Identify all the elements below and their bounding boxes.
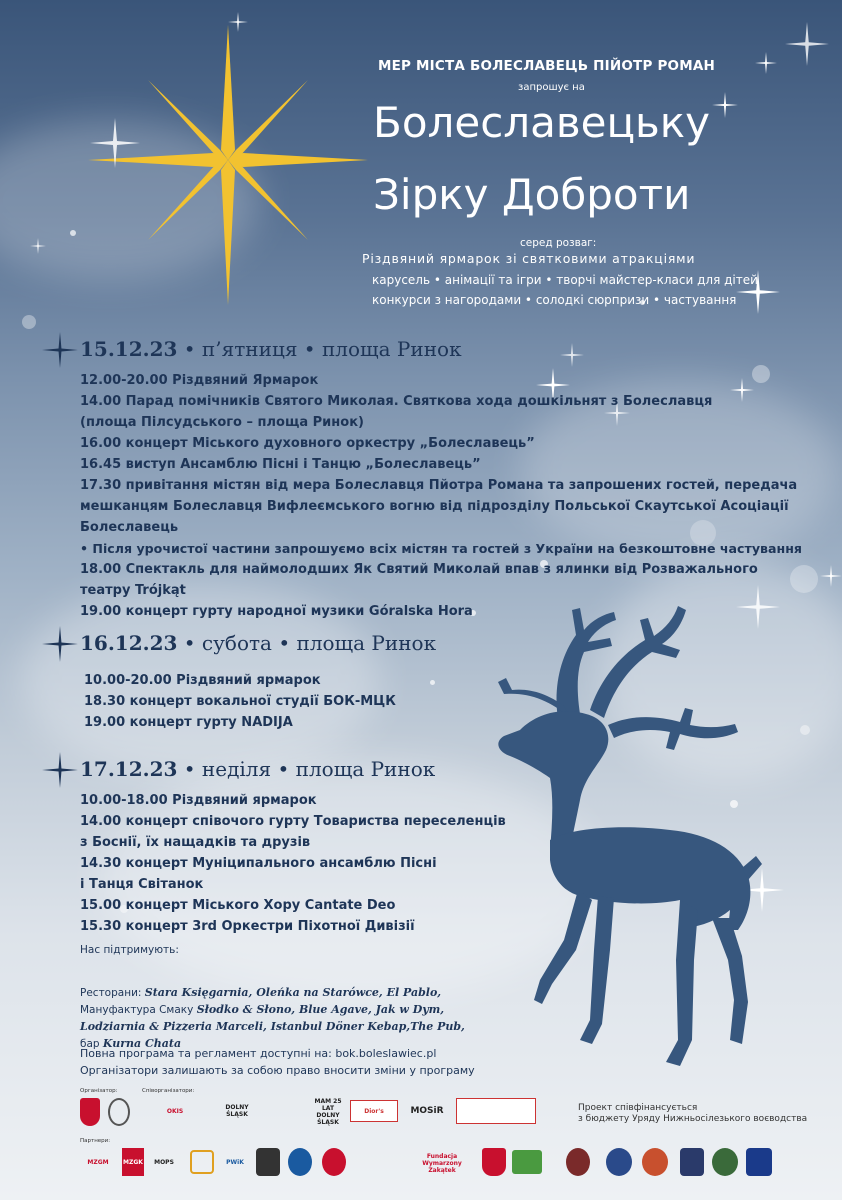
day-date: 16.12.23 — [80, 631, 178, 655]
full-program-info: Повна програма та регламент доступні на: bok.boleslawiec.pl — [80, 1047, 437, 1060]
police-badge-logo — [256, 1148, 280, 1176]
event-line: мешканцям Болеславця Вифлеємського вогню від підрозділу Польської Скаутської Асоціації — [80, 499, 789, 514]
restaurant-names: Słodko & Słono, Blue Agave, Jak w Dym, — [196, 1003, 445, 1016]
sparkle-icon — [755, 52, 777, 74]
day-date: 17.12.23 — [80, 757, 178, 781]
manufactory-label: Мануфактура Смаку — [80, 1004, 197, 1016]
attractions-line3: конкурси з нагородами • солодкі сюрпризи • частування — [372, 293, 737, 307]
day-heading — [80, 757, 435, 781]
day-place: • п’ятниця • площа Ринок — [177, 337, 462, 361]
event-title-line2: Зірку Доброти — [373, 170, 691, 219]
landscape-logo — [512, 1150, 542, 1174]
event-line: 18.30 концерт вокальної студії БОК-МЦК — [84, 694, 396, 709]
event-line: (площа Пілсудського – площа Ринок) — [80, 415, 364, 430]
house-logo — [190, 1150, 214, 1174]
sparkle-icon — [228, 12, 248, 32]
fundacja-logo: Fundacja Wymarzony Zakątek — [422, 1152, 462, 1174]
event-line: 10.00-18.00 Різдвяний ярмарок — [80, 793, 317, 808]
mayor-heading: МЕР МІСТА БОЛЕСЛАВЕЦЬ ПІЙОТР РОМАН — [378, 58, 716, 74]
mosir-logo: MOSiR — [410, 1105, 444, 1116]
cofinancer-label: Співорганізатори: — [142, 1088, 195, 1094]
sparkle-icon — [712, 92, 738, 118]
coat-of-arms-logo — [80, 1098, 100, 1126]
event-line: Болеславець — [80, 520, 179, 535]
mzgm-logo: MZGM — [87, 1158, 109, 1166]
restaurant-names: Stara Księgarnia, Oleńka na Starówce, El Pablo, — [144, 986, 442, 999]
restaurants-line — [80, 1020, 465, 1033]
event-line: 15.30 концерт 3rd Оркестри Піхотної Дивізії — [80, 919, 415, 934]
mam-25-lat-logo: MAM 25 LAT DOLNY ŚLĄSK — [314, 1098, 342, 1126]
organizer-label: Організатор: — [80, 1088, 118, 1094]
organizer-emblem-logo — [108, 1098, 130, 1126]
event-line: 18.00 Спектакль для наймолодших Як Святий Миколай впав з ялинки від Розважального — [80, 562, 758, 577]
event-line: 19.00 концерт гурту народної музики Góralska Hora — [80, 604, 473, 619]
sparkle-icon — [90, 118, 140, 168]
event-title-line1: Болеславецьку — [373, 98, 711, 147]
changes-reserved-note: Організатори залишають за собою право вносити зміни у програму — [80, 1064, 475, 1077]
emblem-logo — [322, 1148, 346, 1176]
day-heading — [80, 631, 436, 655]
supporters-heading: Нас підтримують: — [80, 944, 179, 956]
day-date: 15.12.23 — [80, 337, 178, 361]
event-line: 16.00 концерт Міського духовного оркестру „Болеславець” — [80, 436, 535, 451]
event-line: 12.00-20.00 Різдвяний Ярмарок — [80, 373, 319, 388]
restaurants-label: Ресторани: — [80, 987, 145, 999]
sparkle-icon — [785, 22, 829, 66]
event-line: 16.45 виступ Ансамблю Пісні і Танцю „Болеславець” — [80, 457, 481, 472]
hospital-logo — [362, 1148, 402, 1176]
pwik-logo: PWiK — [226, 1158, 244, 1166]
among-text: серед розваг: — [520, 237, 597, 249]
fire-brigade-logo — [288, 1148, 312, 1176]
day-bullet-star-icon — [42, 626, 78, 662]
partner-project-logo — [456, 1098, 536, 1124]
event-line: театру Trójkąt — [80, 583, 186, 598]
mzgk-logo: MZGK — [122, 1148, 144, 1176]
military-badge-logo — [680, 1148, 704, 1176]
invites-text: запрошує на — [518, 82, 585, 93]
day-bullet-star-icon — [42, 332, 78, 368]
day-place: • неділя • площа Ринок — [177, 757, 436, 781]
attractions-line2: карусель • анімації та ігри • творчі майстер-класи для дітей — [372, 273, 758, 287]
military-badge-logo — [642, 1148, 668, 1176]
event-line: 14.00 Парад помічників Святого Миколая. Святкова хода дошкільнят з Болеславця — [80, 394, 713, 409]
sparkle-icon — [730, 378, 754, 402]
event-line: • Після урочистої частини запрошуємо всіх містян та гостей з України на безкоштовне частування — [80, 541, 802, 556]
mops-logo: MOPS — [154, 1158, 174, 1166]
day-bullet-star-icon — [42, 752, 78, 788]
diors-logo: Dior's — [350, 1100, 398, 1122]
cofinanced-note: Проект співфінансується з бюджету Уряду Нижньосілезького воєводства — [578, 1103, 808, 1124]
sparkle-icon — [820, 565, 842, 587]
military-badge-logo — [606, 1148, 632, 1176]
reindeer-silhouette — [480, 600, 780, 1080]
event-line: і Танця Світанок — [80, 877, 204, 892]
bar-name: Kurna Chata — [102, 1037, 182, 1050]
bar-label: бар — [80, 1038, 103, 1050]
event-line: 14.00 концерт співочого гурту Товариства переселенців — [80, 814, 506, 829]
sparkle-icon — [30, 238, 46, 254]
event-line: 10.00-20.00 Різдвяний ярмарок — [84, 673, 321, 688]
military-badge-logo — [566, 1148, 590, 1176]
restaurant-names: Lodziarnia & Pizzeria Marceli, Istanbul Döner Kebap,The Pub, — [80, 1020, 465, 1033]
sparkle-icon — [560, 343, 584, 367]
restaurants-line — [80, 986, 441, 999]
okis-logo: OKIS — [166, 1107, 184, 1115]
event-line: з Боснії, їх нащадків та друзів — [80, 835, 311, 850]
coat-of-arms-2-logo — [482, 1148, 506, 1176]
event-line: 14.30 концерт Муніципального ансамблю Пісні — [80, 856, 437, 871]
attractions-line1: Різдвяний ярмарок зі святковими атракціями — [362, 251, 696, 266]
partners-label: Партнери: — [80, 1138, 111, 1144]
restaurants-line — [80, 1003, 444, 1016]
military-badge-logo — [746, 1148, 772, 1176]
event-line: 19.00 концерт гурту NADIJA — [84, 715, 293, 730]
event-line: 17.30 привітання містян від мера Болеславця Пйотра Романа та запрошених гостей, передача — [80, 478, 798, 493]
military-badge-logo — [712, 1148, 738, 1176]
event-line: 15.00 концерт Міського Хору Cantate Deo — [80, 898, 396, 913]
day-place: • субота • площа Ринок — [177, 631, 437, 655]
day-heading — [80, 337, 462, 361]
dolny-slask-logo: DOLNY ŚLĄSK — [225, 1104, 249, 1118]
